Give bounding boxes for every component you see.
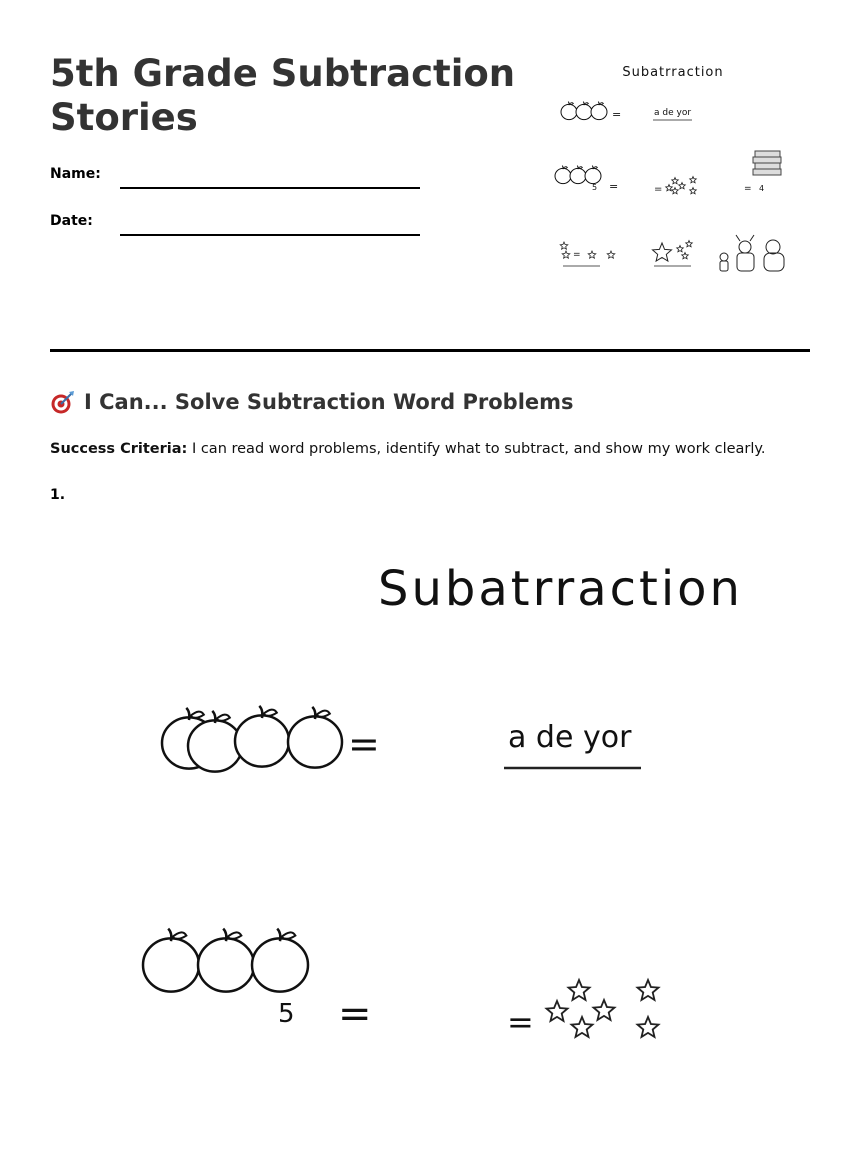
- star-icon: [679, 183, 686, 189]
- thumbnail-equals: =: [654, 184, 663, 195]
- apple-icon: [143, 929, 199, 992]
- star-icon: [690, 177, 697, 183]
- illustration-five: 5: [278, 999, 295, 1029]
- apple-icon: [198, 929, 254, 992]
- apple-icon: [570, 166, 586, 184]
- star-icon: [672, 178, 679, 184]
- thumbnail-apples-row-1: [561, 102, 607, 120]
- apple-icon: [252, 929, 308, 992]
- section-divider: [50, 349, 810, 352]
- apple-icon: [585, 166, 601, 184]
- thumbnail-equals: =: [612, 108, 622, 121]
- star-icon: [686, 241, 693, 247]
- thumbnail-illustration: [540, 50, 820, 290]
- star-icon: [547, 1001, 568, 1021]
- star-icon: [594, 1000, 615, 1020]
- success-criteria-text: I can read word problems, identify what to subtract, and show my work clearly.: [191, 441, 766, 457]
- problem-illustration: [100, 530, 800, 1110]
- illustration-equals: =: [338, 991, 372, 1037]
- apple-icon: [555, 166, 571, 184]
- illustration-title: Subatrraction: [378, 561, 743, 617]
- thumbnail-stars: [666, 177, 697, 194]
- star-icon: [672, 188, 679, 194]
- section-heading: [50, 390, 574, 414]
- apple-icon: [591, 102, 607, 120]
- illustration-equals: =: [348, 722, 380, 766]
- star-icon: [638, 1017, 659, 1037]
- apples-row-2: [143, 929, 308, 992]
- star-icon: [677, 246, 684, 252]
- thumbnail-equals: =: [573, 250, 581, 260]
- star-icon: [569, 980, 590, 1000]
- star-icon: [572, 1017, 593, 1037]
- star-icon: [560, 242, 568, 249]
- thumbnail-equals: =: [744, 184, 752, 194]
- apple-icon: [235, 706, 289, 767]
- thumbnail-four: 4: [759, 184, 765, 193]
- apple-icon: [288, 707, 342, 768]
- apples-row-1: [162, 706, 342, 772]
- thumbnail-title: Subatrraction: [622, 65, 724, 80]
- success-criteria-label: Success Criteria:: [50, 441, 188, 457]
- success-criteria: [50, 441, 766, 457]
- section-heading-text: I Can... Solve Subtraction Word Problems: [84, 390, 574, 414]
- date-input-line[interactable]: [120, 234, 420, 236]
- date-label: Date:: [50, 213, 93, 229]
- star-icon: [588, 251, 596, 258]
- star-icon: [653, 243, 672, 261]
- illustration-equals: =: [507, 1003, 534, 1041]
- target-dart-icon: [50, 390, 76, 414]
- thumbnail-answer-text: a de yor: [654, 108, 692, 118]
- books-icon: [753, 151, 781, 175]
- star-icon: [690, 188, 697, 194]
- apple-icon: [561, 102, 577, 120]
- star-icon: [562, 251, 570, 258]
- name-label: Name:: [50, 166, 101, 182]
- star-icon: [607, 251, 615, 258]
- name-input-line[interactable]: [120, 187, 420, 189]
- problem-number: 1.: [50, 487, 66, 503]
- thumbnail-equals: =: [609, 180, 619, 193]
- illustration-answer-text: a de yor: [508, 720, 632, 755]
- stars-group: [547, 980, 659, 1037]
- thumbnail-apples-row-2: [555, 166, 601, 184]
- page-title: 5th Grade Subtraction Stories: [50, 52, 516, 139]
- star-icon: [682, 253, 689, 259]
- apple-icon: [576, 102, 592, 120]
- star-icon: [638, 980, 659, 1000]
- animals-icon: [720, 235, 784, 271]
- thumbnail-five: 5: [592, 183, 598, 192]
